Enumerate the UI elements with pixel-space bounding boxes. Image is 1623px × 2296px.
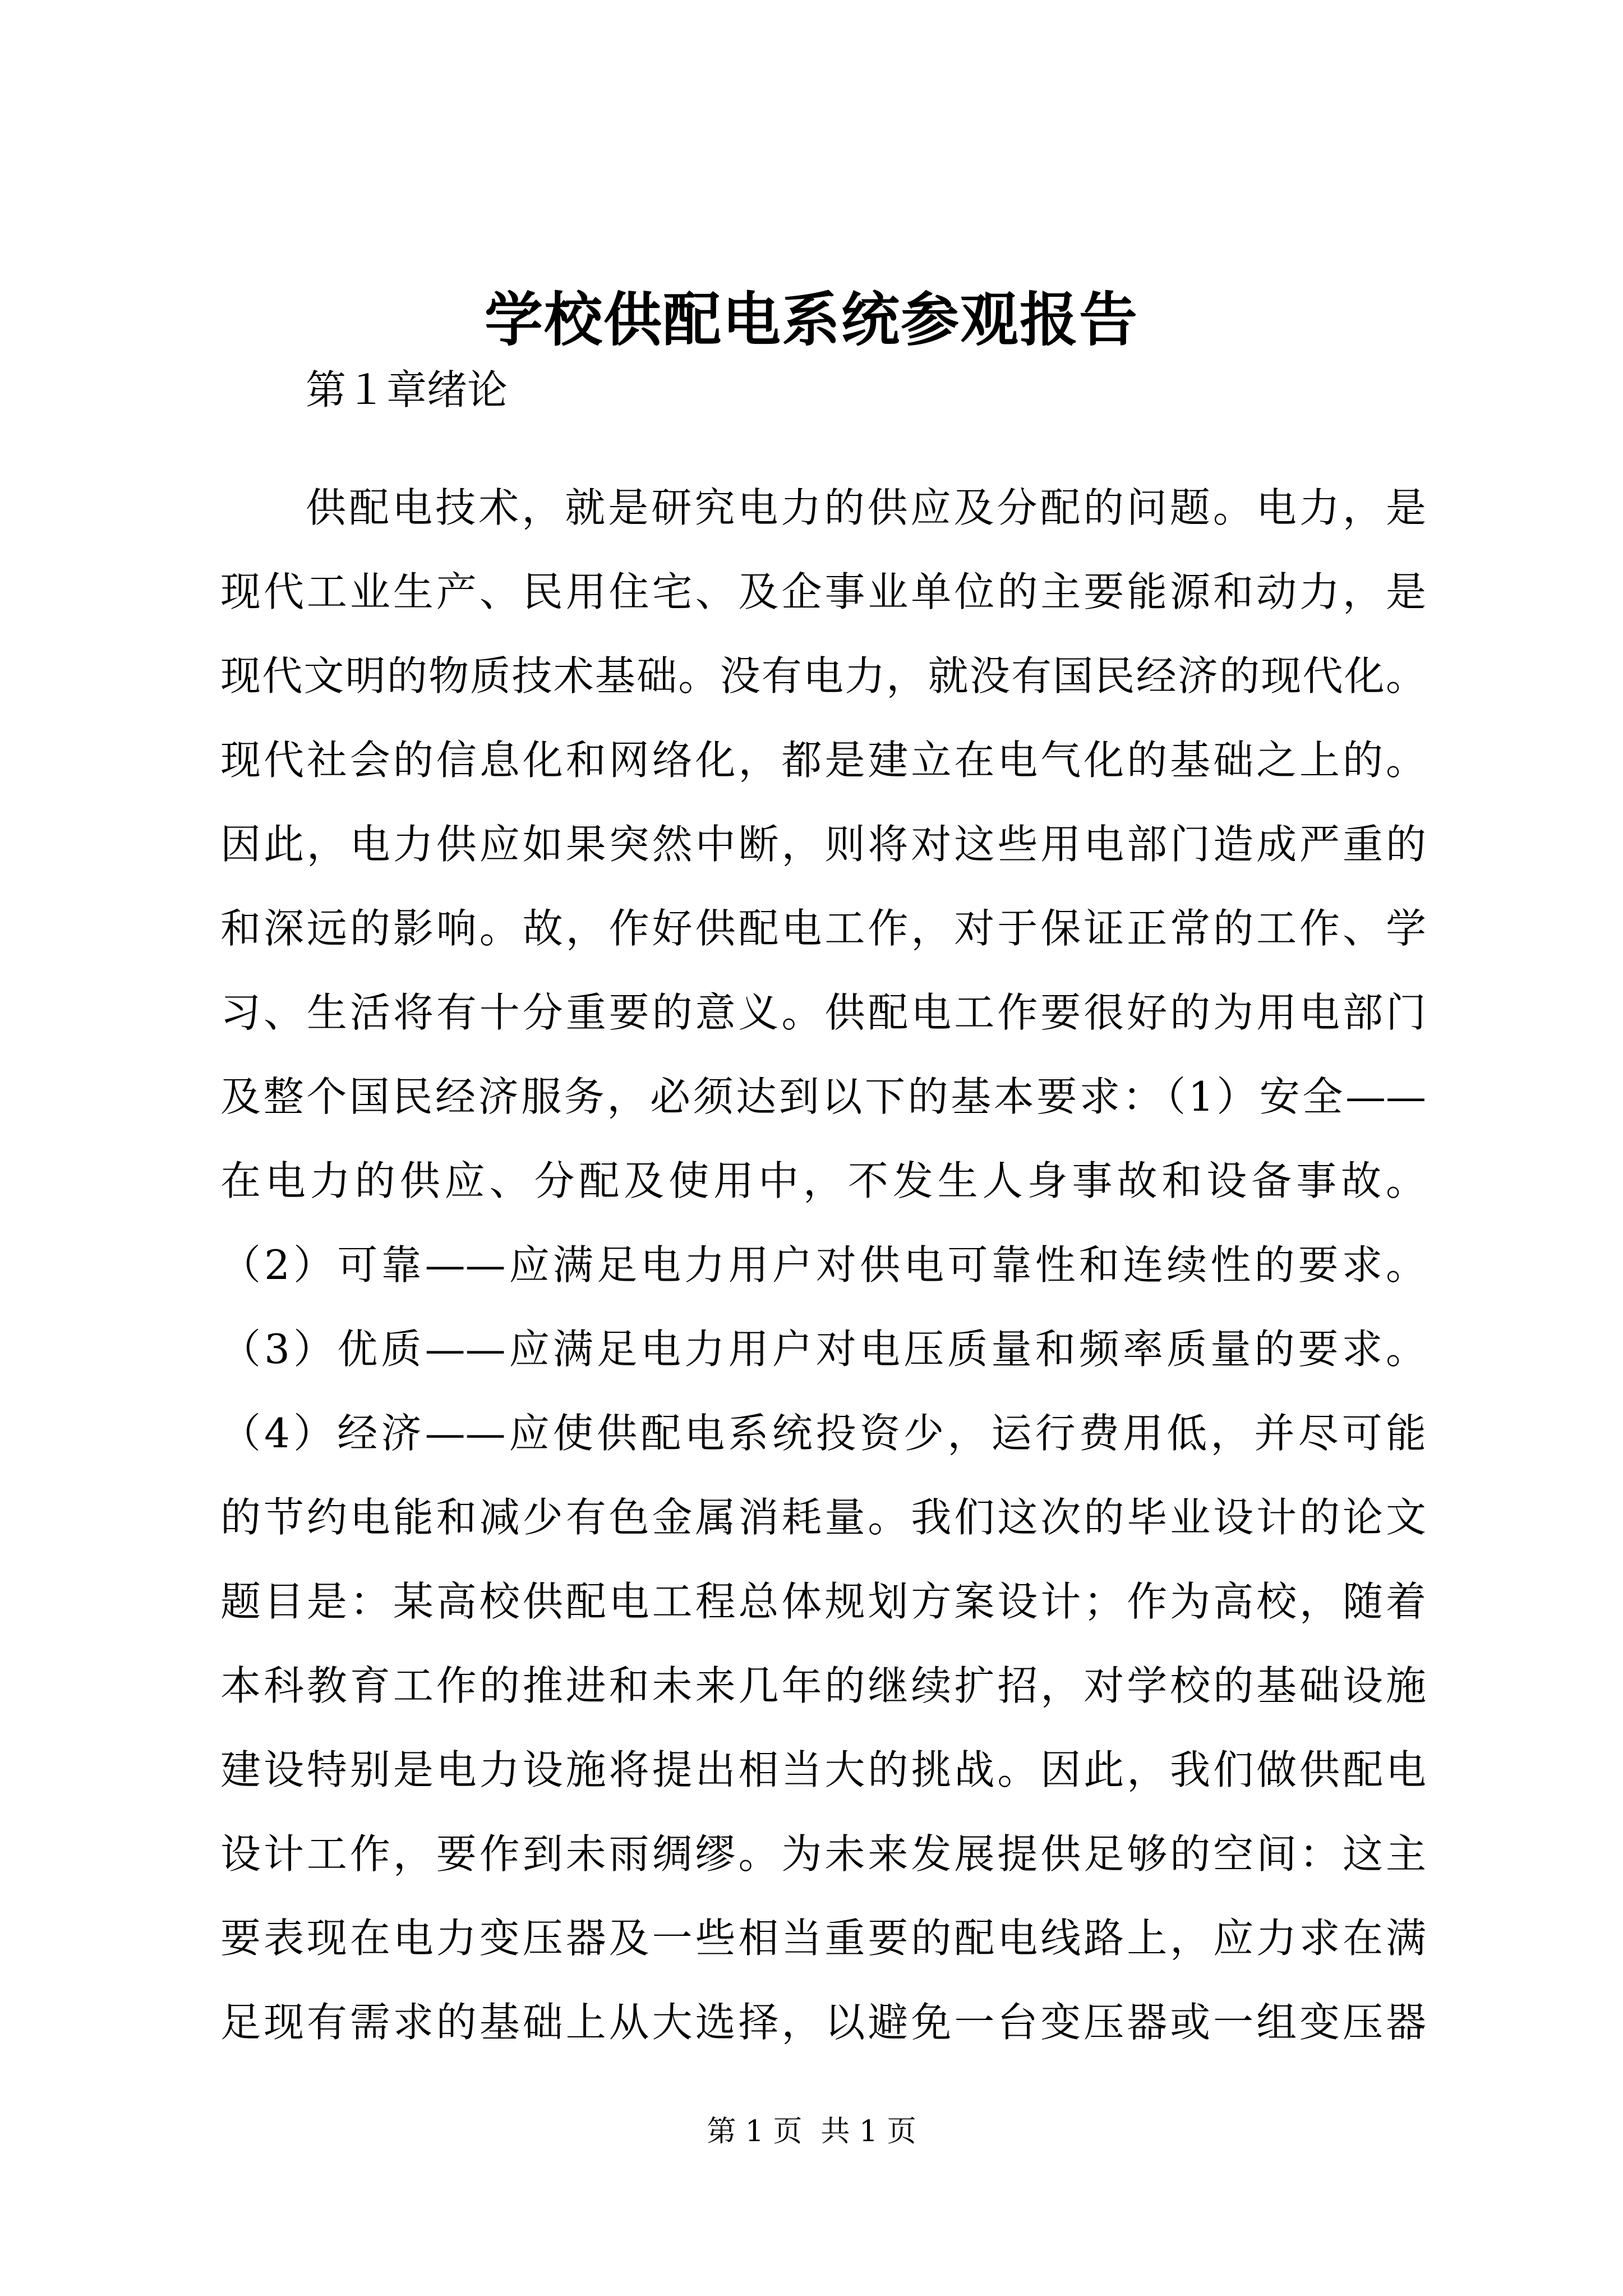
paragraph-line: 现代文明的物质技术基础。没有电力，就没有国民经济的现代化。 [220, 652, 1426, 700]
paragraph-line: （3）优质——应满足电力用户对电压质量和频率质量的要求。 [220, 1326, 1426, 1373]
chapter-heading: 第１章绪论 [306, 366, 508, 413]
paragraph-line: 本科教育工作的推进和未来几年的继续扩招，对学校的基础设施 [220, 1662, 1426, 1709]
paragraph-line: 建设特别是电力设施将提出相当大的挑战。因此，我们做供配电 [220, 1746, 1426, 1793]
paragraph-line: 足现有需求的基础上从大选择，以避免一台变压器或一组变压器 [220, 1999, 1426, 2046]
paragraph-line: 题目是：某高校供配电工程总体规划方案设计；作为高校，随着 [220, 1578, 1426, 1625]
paragraph-line: 现代社会的信息化和网络化，都是建立在电气化的基础之上的。 [220, 737, 1426, 784]
paragraph-line: 习、生活将有十分重要的意义。供配电工作要很好的为用电部门 [220, 989, 1426, 1036]
paragraph-line: 及整个国民经济服务，必须达到以下的基本要求：（1）安全—— [220, 1073, 1426, 1120]
paragraph-line: 供配电技术，就是研究电力的供应及分配的问题。电力，是 [306, 484, 1426, 531]
paragraph-line: 现代工业生产、民用住宅、及企事业单位的主要能源和动力，是 [220, 568, 1426, 615]
paragraph-line: 要表现在电力变压器及一些相当重要的配电线路上，应力求在满 [220, 1915, 1426, 1962]
paragraph-line: 设计工作，要作到未雨绸缪。为未来发展提供足够的空间：这主 [220, 1830, 1426, 1878]
paragraph-line: 因此，电力供应如果突然中断，则将对这些用电部门造成严重的 [220, 821, 1426, 868]
paragraph-line: 和深远的影响。故，作好供配电工作，对于保证正常的工作、学 [220, 905, 1426, 952]
page-footer: 第 1 页 共 1 页 [707, 2115, 916, 2148]
paragraph-line: （2）可靠——应满足电力用户对供电可靠性和连续性的要求。 [220, 1241, 1426, 1289]
paragraph-line: 在电力的供应、分配及使用中，不发生人身事故和设备事故。 [220, 1157, 1426, 1204]
document-title: 学校供配电系统参观报告 [484, 285, 1138, 354]
paragraph-line: 的节约电能和减少有色金属消耗量。我们这次的毕业设计的论文 [220, 1494, 1426, 1541]
paragraph [220, 466, 1426, 2064]
paragraph-line: （4）经济——应使供配电系统投资少，运行费用低，并尽可能 [220, 1410, 1426, 1457]
